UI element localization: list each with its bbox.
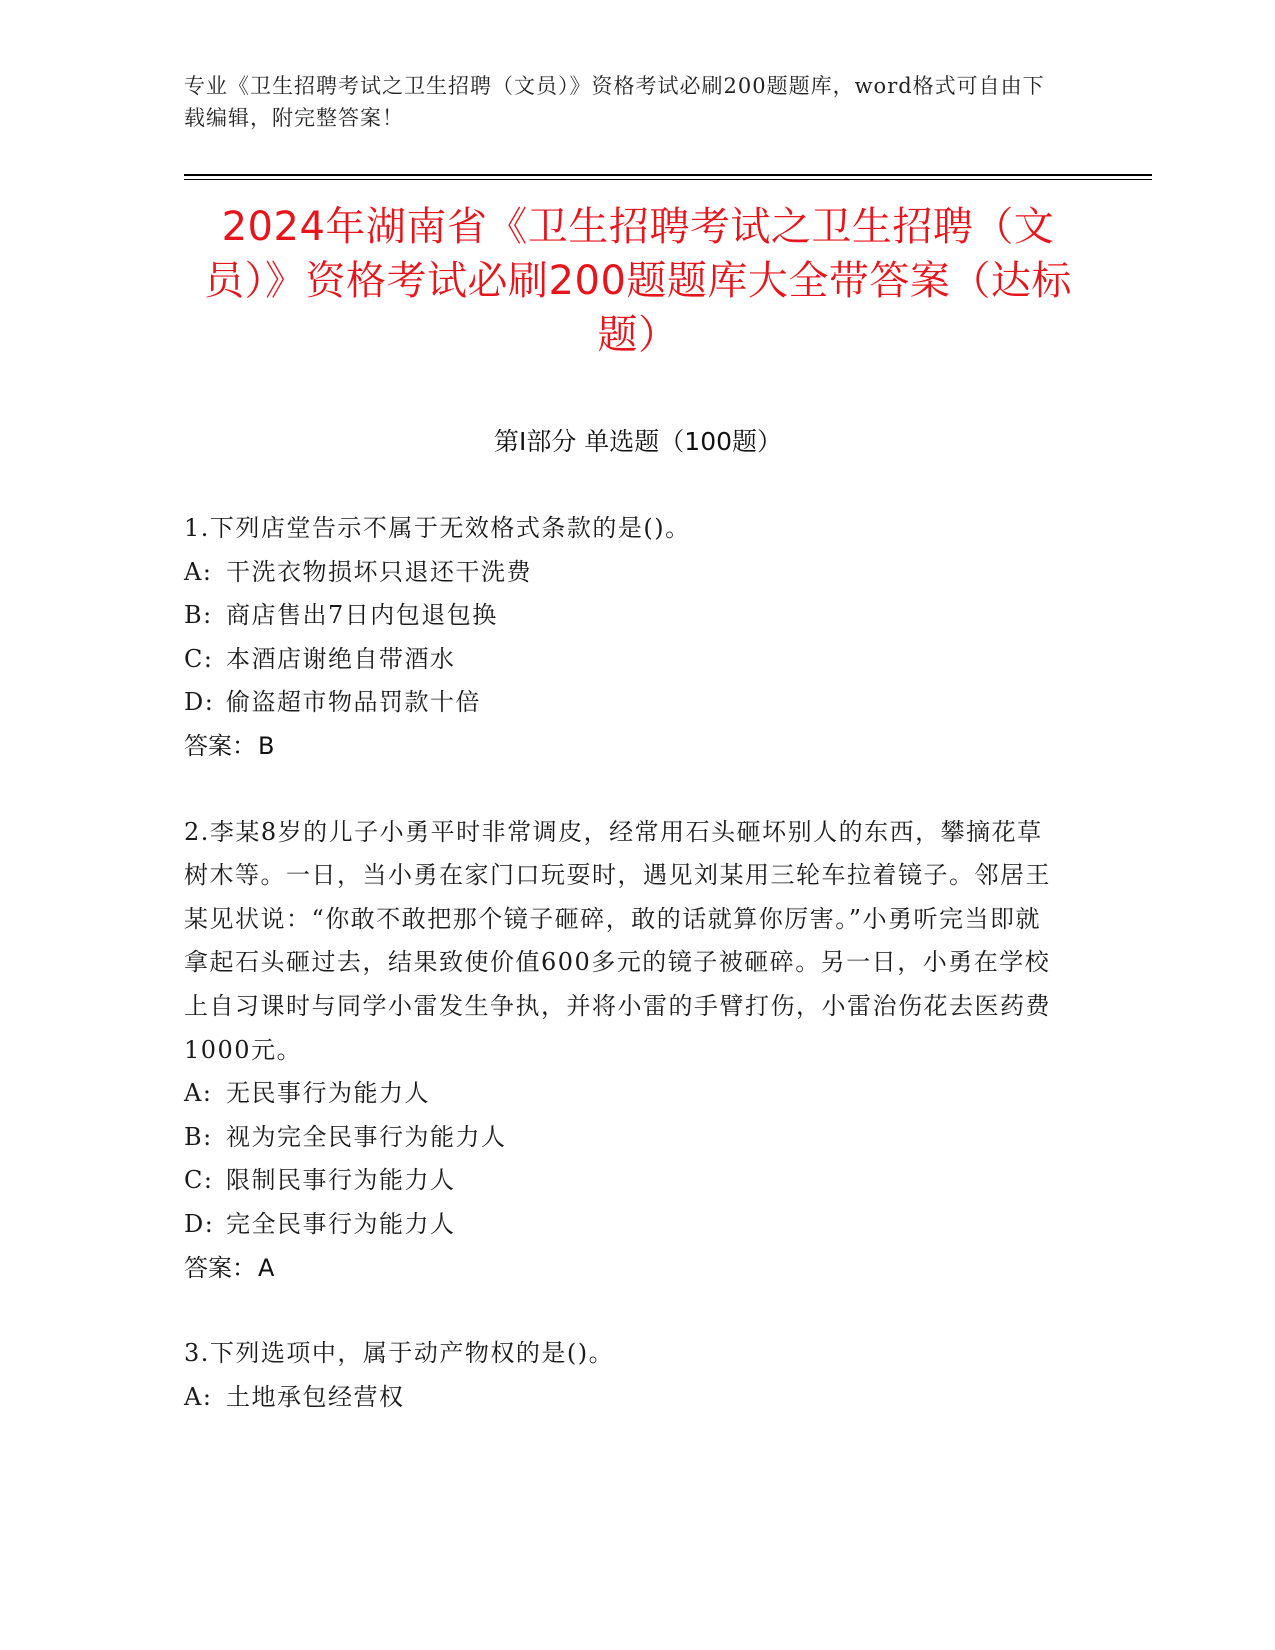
option-d [184, 681, 1064, 725]
header-note: 专业《卫生招聘考试之卫生招聘（文员）》资格考试必刷200题题库，word格式可自由下载编辑，附完整答案！ [184, 74, 1045, 130]
option-letter: D: [184, 688, 215, 717]
answer-label: 答案： [184, 731, 256, 760]
option-text: 无民事行为能力人 [226, 1079, 430, 1108]
option-text: 本酒店谢绝自带酒水 [226, 644, 456, 673]
option-a [184, 551, 1064, 595]
option-d [184, 1203, 1064, 1247]
option-text: 土地承包经营权 [226, 1382, 405, 1411]
option-letter: A: [184, 1382, 213, 1411]
option-text: 视为完全民事行为能力人 [226, 1122, 507, 1151]
option-letter: A: [184, 1079, 213, 1108]
option-letter: A: [184, 557, 213, 586]
question-stem: 2.李某8岁的儿子小勇平时非常调皮，经常用石头砸坏别人的东西，攀摘花草树木等。一日，当小勇在家门口玩耍时，遇见刘某用三轮车拉着镜子。邻居王某见状说：“你敢不敢把那个镜子砸碎，敢的话就算你厉害。”小勇听完当即就拿起石头砸过去，结果致使价值600多元的镜子被砸碎。另一日，小勇在学校上自习课时与同学小雷发生争执，并将小雷的手臂打伤，小雷治伤花去医药费1000元。 [184, 817, 1051, 1064]
option-b [184, 594, 1064, 638]
question-3 [184, 1332, 1064, 1419]
option-text: 完全民事行为能力人 [226, 1209, 456, 1238]
option-letter: C: [184, 644, 214, 673]
option-c [184, 638, 1064, 682]
question-stem: 1.下列店堂告示不属于无效格式条款的是()。 [184, 514, 691, 542]
option-text: 干洗衣物损坏只退还干洗费 [226, 557, 532, 586]
option-letter: C: [184, 1166, 214, 1195]
answer-line [184, 725, 1064, 769]
option-c [184, 1159, 1064, 1203]
answer-value: B [258, 731, 275, 760]
option-letter: B: [184, 601, 213, 630]
option-letter: B: [184, 1122, 213, 1151]
option-a [184, 1072, 1064, 1116]
question-2 [184, 811, 1064, 1291]
option-letter: D: [184, 1209, 215, 1238]
document-title: 2024年湖南省《卫生招聘考试之卫生招聘（文员）》资格考试必刷200题题库大全带答案（达标题） [204, 204, 1072, 358]
option-text: 偷盗超市物品罚款十倍 [226, 688, 481, 717]
section-title: 第Ⅰ部分 单选题（100题） [493, 427, 783, 456]
question-1 [184, 507, 1064, 769]
option-a [184, 1376, 1064, 1420]
header-divider-thin [184, 179, 1152, 180]
question-stem: 3.下列选项中，属于动产物权的是()。 [184, 1339, 615, 1368]
header-divider-thick [184, 174, 1152, 176]
answer-line [184, 1247, 1064, 1291]
option-text: 商店售出7日内包退包换 [226, 601, 498, 630]
answer-value: A [258, 1253, 275, 1282]
question-list [184, 507, 1064, 1461]
answer-label: 答案： [184, 1253, 256, 1282]
option-text: 限制民事行为能力人 [226, 1166, 456, 1195]
option-b [184, 1116, 1064, 1160]
